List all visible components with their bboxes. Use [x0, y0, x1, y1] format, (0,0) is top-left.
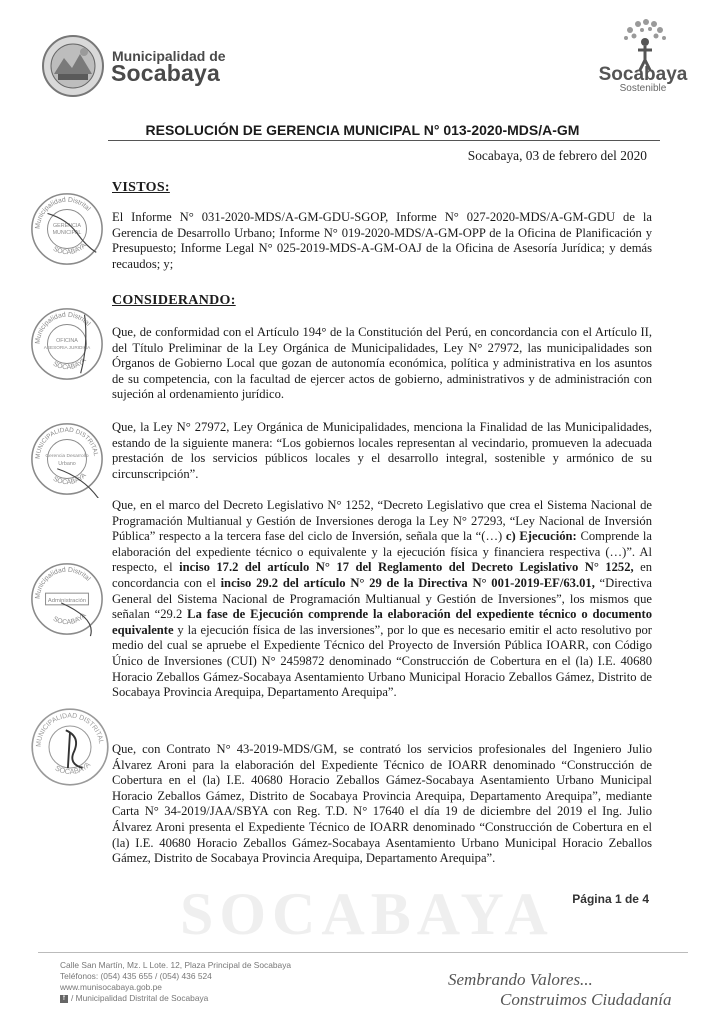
- watermark: SOCABAYA: [180, 881, 554, 947]
- letterhead: [0, 0, 725, 110]
- considerando-paragraph-4: Que, con Contrato N° 43-2019-MDS/GM, se contrató los servicios profesionales del Ingeniero Julio Álvarez Aroni para la elaboración del Expediente Técnico de IOARR denominado “Construcción de Cobertura en el (la) I.E. 40680 Horacio Zeballos Gámez-Socabaya Asentamiento Urbano Municipal Horacio Zeballos Gámez, Distrito de Socabaya Provincia Arequipa, Departamento Arequipa”, mediante Carta N° 34-2019/JAA/SBYA con Reg. T.D. N° 17640 el día 19 de diciembre del 2019 el Ing. Julio Álvarez Aroni presenta el Expediente Técnico de IOARR denominado “Construcción de Cobertura en el (la) I.E. 40680 Horacio Zeballos Gámez-Socabaya Asentamiento Urbano Municipal Horacio Zeballos Gámez, Distrito de Socabaya Provincia Arequipa, Departamento Arequipa”.: [112, 742, 652, 866]
- svg-text:SOCABAYA: [52, 242, 88, 256]
- footer-website-link[interactable]: www.munisocabaya.gob.pe: [60, 982, 162, 992]
- stamp-text: SOCABAYA: [51, 242, 88, 257]
- stamp-text: GERENCIA: [53, 223, 81, 230]
- footer-contact: [60, 960, 291, 1004]
- p3-bold-fase-ejecucion: La fase de Ejecución comprende la elaboración del expediente técnico o documento equivalente: [112, 607, 652, 637]
- svg-text:Municipalidad Distrital: [35, 567, 92, 600]
- considerando-paragraph-1: Que, de conformidad con el Artículo 194° de la Constitución del Perú, en concordancia con el Artículo II, del Título Preliminar de la Ley Orgánica de Municipalidades, Ley N° 27972, las municipalidades son Órganos de Gobierno Local que gozan de autonomía económica, política y administrativa en los asuntos de su competencia, con la facultad de ejercer actos de gobierno, administrativos y de administración con sujeción al ordenamiento jurídico.: [112, 325, 652, 402]
- p3-text-e: en concordancia con el: [112, 560, 652, 590]
- resolution-title: RESOLUCIÓN DE GERENCIA MUNICIPAL N° 013-2020-MDS/A-GM: [145, 122, 580, 138]
- stamp-text: Urbano: [58, 460, 76, 467]
- stamp-text: MUNICIPALIDAD DISTRITAL: [34, 426, 100, 460]
- p3-bold-inciso-29: inciso 29.2 del artículo N° 29 de la Directiva N° 001-2019-EF/63.01,: [220, 575, 595, 590]
- stamp-text: Municipalidad Distrital: [34, 196, 92, 230]
- p3-text-i: y la ejecución física de las inversiones”, por lo que es necesario emitir el acto resolutivo por medio del cual se apruebe el Expediente Técnico del Proyecto de Inversión Pública IOARR, con Código Único de Inversiones (CUI) N° 2459872 denominado “Construcción de Cobertura en el (la) I.E. 40680 Horacio Zeballos Gámez-Socabaya Asentamiento Urbano Municipal Horacio Zeballos Gámez, Distrito de Socabaya Provincia Arequipa, Departamento Arequipa”.: [112, 622, 652, 700]
- document-date: Socabaya, 03 de febrero del 2020: [467, 148, 647, 163]
- footer-facebook-text: / Municipalidad Distrital de Socabaya: [71, 993, 209, 1003]
- stamp-gerencia-municipal: [28, 190, 106, 268]
- stamp-text: MUNICIPAL: [52, 229, 82, 236]
- considerando-paragraph-3: [112, 498, 652, 701]
- stamp-text: Gerencia Desarrollo: [45, 454, 89, 460]
- signature-mark: [66, 730, 83, 768]
- p3-text-g: “Directiva General del Sistema Nacional de Programación Multianual y Gestión de Inversiones”, los mismos que señalan “29.2: [112, 575, 653, 622]
- considerando-paragraph-2: Que, la Ley N° 27972, Ley Orgánica de Municipalidades, menciona la Finalidad de las Municipalidades, estando de la siguiente manera: “Los gobiernos locales representan al vecindario, promueven la adecuada prestación de los servicios públicos locales y el desarrollo integral, sostenible y armónico de su circunscripción”.: [112, 420, 652, 481]
- stamp-text: Administración: [47, 597, 87, 604]
- stamp-asesoria-juridica: [28, 305, 106, 383]
- p3-text-a: Que, en el marco del Decreto Legislativo N° 1252, “Decreto Legislativo que crea el Sistema Nacional de Programación Multianual y Gestión de Inversiones deroga la Ley N° 27293, “Ley Nacional de Inversión Pública” respecto a la tercera fase del ciclo de Inversión, señala que la “(…): [112, 498, 652, 544]
- svg-text:SOCABAYA: [52, 612, 88, 626]
- vistos-paragraph: El Informe N° 031-2020-MDS/A-GM-GDU-SGOP, Informe N° 027-2020-MDS/A-GM-GDU de la Gerencia de Desarrollo Urbano; Informe N° 019-2020-MDS/A-GM-OPP de la Oficina de Planificación y Presupuesto; Informe Legal N° 025-2019-MDS-A-GM-OAJ de la Oficina de Asesoría Jurídica; y demás recaudos; y;: [112, 210, 652, 271]
- stamp-text: Municipalidad Distrital: [34, 311, 92, 345]
- considerando-heading: CONSIDERANDO:: [112, 293, 236, 308]
- stamp-text: Municipalidad Distrital: [34, 566, 92, 600]
- footer-divider: [38, 952, 688, 953]
- stamp-text: OFICINA: [56, 338, 78, 345]
- footer-phones: Teléfonos: (054) 435 655 / (054) 436 524: [60, 971, 212, 981]
- stamp-desarrollo-urbano: [28, 420, 106, 498]
- slogan-line-1: Sembrando Valores...: [448, 970, 593, 989]
- p3-text-c: Comprende la elaboración del expediente técnico o equivalente y la ejecución física y financiera respectiva (…)”. Al respecto, el: [112, 529, 652, 575]
- brand-tagline: Sostenible: [619, 83, 667, 94]
- page-number: [572, 892, 649, 906]
- vistos-heading: VISTOS:: [112, 180, 170, 195]
- stamp-text: SOCABAYA: [51, 357, 88, 372]
- page-total: 4: [642, 892, 649, 906]
- brand-block: [588, 64, 698, 94]
- facebook-icon: f: [60, 995, 68, 1003]
- municipality-name-line1: Municipalidad de: [112, 48, 226, 64]
- stamp-text: MUNICIPALIDAD DISTRITAL: [35, 712, 105, 748]
- stamp-administracion: [28, 560, 106, 638]
- municipality-crest-logo: [40, 34, 106, 98]
- stamp-text: ASESORIA JURIDICA: [43, 344, 91, 350]
- page-label: Página: [572, 892, 615, 906]
- page-of: de: [621, 892, 643, 906]
- footer-facebook-row[interactable]: [60, 993, 291, 1004]
- page-current: 1: [614, 892, 622, 906]
- stamp-text: SOCABAYA: [51, 612, 88, 627]
- footer-address: Calle San Martín, Mz. L Lote. 12, Plaza Principal de Socabaya: [60, 960, 292, 970]
- municipality-name-line2: Socabaya: [111, 60, 220, 86]
- stamp-text: SOCABAYA: [53, 759, 93, 777]
- p3-bold-ejecucion: c) Ejecución:: [505, 529, 577, 544]
- stamp-municipalidad-distrital: [28, 705, 112, 789]
- slogan-line-2: Construimos Ciudadanía: [500, 990, 672, 1009]
- stamp-text: SOCABAYA: [51, 472, 88, 487]
- p3-bold-inciso-17: inciso 17.2 del artículo N° 17 del Reglamento del Decreto Legislativo N° 1252,: [179, 560, 634, 575]
- brand-name: Socabaya: [598, 64, 688, 85]
- title-underline: [108, 140, 660, 141]
